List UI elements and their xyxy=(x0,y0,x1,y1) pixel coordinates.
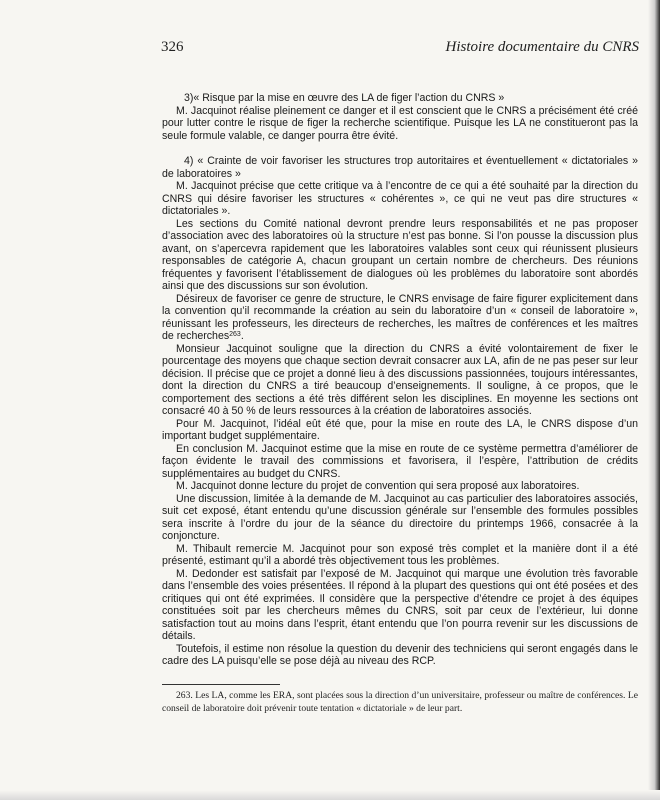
paragraph: M. Dedonder est satisfait par l’exposé de M. Jacquinot qui marque une évolution très favorable dans l’ensemble des voies présentées. Il répond à la plupart des questions qui ont été posées et des critiques qui ont été exprimées. Il considère que la perspective d’étendre ce projet à des équipes constituées soit par les chercheurs mêmes du CNRS, soit par ceux de l’extérieur, lui donne satisfaction tout au moins dans l’esprit, étant entendu que l’on pourra revenir sur les discussions de détails. xyxy=(162,567,638,642)
footnote-divider xyxy=(162,684,280,685)
page-number: 326 xyxy=(161,39,184,55)
page-header xyxy=(161,39,639,61)
footnote-reference: 263 xyxy=(229,331,241,338)
paragraph: Monsieur Jacquinot souligne que la direction du CNRS a évité volontairement de fixer le pourcentage des moyens que chaque section devrait consacrer aux LA, afin de ne pas peser sur leur décision. Il précise que ce projet a donné lieu à des discussions passionnées, toujours intéressantes, dont la direction du CNRS a tiré beaucoup d’enseignements. Il souligne, à ce propos, que le comportement des sections a été très différent selon les disciplines. En moyenne les sections ont consacré 40 à 50 % de leurs ressources à la création de laboratoires associés. xyxy=(162,342,638,417)
paragraph-risk-heading: 3)« Risque par la mise en œuvre des LA de figer l’action du CNRS » xyxy=(184,92,505,104)
paragraph-fear-heading: 4) « Crainte de voir favoriser les structures trop autoritaires et éventuellement « dictatoriales » de laboratoires » xyxy=(162,155,638,180)
paragraph-end: . xyxy=(240,330,244,342)
paragraph-text: Désireux de favoriser ce genre de structure, le CNRS envisage de faire figurer explicitement dans la convention qu’il recommande la création au sein du laboratoire d’un « conseil de laboratoire », réunissant les professeurs, les directeurs de recherches, les maîtres de conférences et les maîtres de recherches xyxy=(162,292,638,342)
paragraph: Une discussion, limitée à la demande de M. Jacquinot au cas particulier des laboratoires associés, suit cet exposé, étant entendu qu’une discussion générale sur l’ensemble des formules possibles sera inscrite à l’ordre du jour de la séance du directoire du printemps 1966, consacrée à la conjoncture. xyxy=(162,492,638,542)
page-edge-shadow xyxy=(648,0,660,800)
paragraph: En conclusion M. Jacquinot estime que la mise en route de ce système permettra d’améliorer de façon évidente le travail des commissions et favorisera, il l’espère, l’attribution de crédits supplémentaires au budget du CNRS. xyxy=(162,442,638,480)
page-bottom-edge xyxy=(0,790,660,800)
paragraph: Pour M. Jacquinot, l’idéal eût été que, pour la mise en route des LA, le CNRS dispose d’un important budget supplémentaire. xyxy=(162,417,638,442)
running-title: Histoire documentaire du CNRS xyxy=(445,39,639,55)
paragraph: M. Jacquinot réalise pleinement ce danger et il est conscient que le CNRS a précisément été créé pour lutter contre le risque de figer la recherche scientifique. Puisque les LA ne constitueront pas la seule formule valable, ce danger pourra être évité. xyxy=(162,104,638,142)
paragraph: Les sections du Comité national devront prendre leurs responsabilités et ne pas proposer d’association avec des laboratoires où la structure n’est pas bonne. Si l’on pousse la discussion plus avant, on s’apercevra rapidement que les laboratoires valables sont ceux qui réunissent plusieurs responsables de catégorie A, chacun groupant un certain nombre de chercheurs. Des réunions fréquentes y favorisent l’établissement de dialogues où les problèmes du laboratoire sont abordés ainsi que des discussions sur son évolution. xyxy=(162,217,638,292)
paragraph: Toutefois, il estime non résolue la question du devenir des techniciens qui seront engagés dans le cadre des LA puisqu’elle se pose déjà au niveau des RCP. xyxy=(162,642,638,667)
paragraph: M. Jacquinot donne lecture du projet de convention qui sera proposé aux laboratoires. xyxy=(176,480,580,492)
footnote: 263. Les LA, comme les ERA, sont placées sous la direction d’un universitaire, professeur ou maître de conférences. Le conseil de laboratoire doit prévenir toute tentation « dictatoriale » de leur part. xyxy=(162,690,638,714)
paragraph-with-footnote-ref xyxy=(162,293,638,343)
paragraph: M. Jacquinot précise que cette critique va à l’encontre de ce qui a été souhaité par la direction du CNRS qui désire favoriser les structures « cohérentes », ce qui ne veut pas dire structures « dictatoriales ». xyxy=(162,180,638,217)
body-text xyxy=(162,92,638,668)
paragraph: M. Thibault remercie M. Jacquinot pour son exposé très complet et la manière dont il a été présenté, estimant qu’il a abordé très objectivement tous les problèmes. xyxy=(162,542,638,567)
